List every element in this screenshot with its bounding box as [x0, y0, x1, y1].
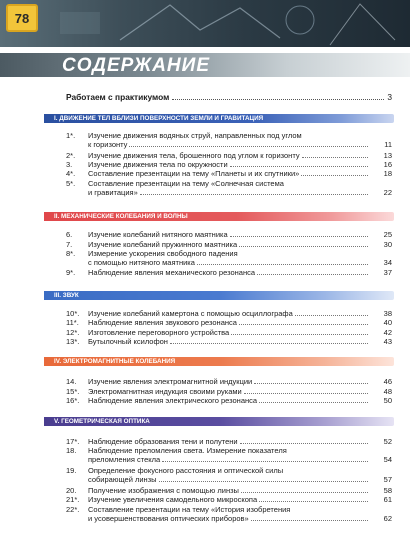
intro-text: Работаем с практикумом [66, 92, 170, 102]
toc-entry [66, 437, 392, 446]
entry-text: Составление презентации на тему «Планеты и их спутники» [88, 169, 300, 178]
entry-page: 18 [383, 169, 392, 178]
toc-entry [66, 179, 392, 197]
entry-number: 6. [66, 230, 73, 239]
entry-text: Наблюдение явления электрического резонанса [88, 396, 258, 405]
toc-entry [66, 318, 392, 327]
entry-number: 21*. [66, 495, 80, 504]
entry-page: 57 [383, 475, 392, 485]
entry-number: 20. [66, 486, 77, 495]
entry-page: 58 [383, 486, 392, 495]
entry-page: 40 [383, 318, 392, 327]
page-header [0, 0, 410, 47]
entry-text: преломления стекла [88, 455, 161, 465]
entry-text: и гравитация» [88, 188, 138, 198]
entry-text: Определение фокусного расстояния и оптической силы [88, 466, 284, 475]
page-title: СОДЕРЖАНИЕ [62, 55, 210, 76]
entry-text: Бутылочный ксилофон [88, 337, 168, 346]
entry-text: Электромагнитная индукция своими руками [88, 387, 242, 396]
page-number: 78 [6, 4, 38, 32]
entry-number: 13*. [66, 337, 80, 346]
entry-number: 19. [66, 466, 77, 475]
entry-text: Составление презентации на тему «История изобретения [88, 505, 291, 514]
entry-number: 11*. [66, 318, 79, 327]
entry-text: Изучение колебаний пружинного маятника [88, 240, 238, 249]
toc-entry [66, 396, 392, 405]
entry-page: 25 [383, 230, 392, 239]
entry-page: 62 [383, 514, 392, 524]
entry-text: с помощью нитяного маятника [88, 258, 195, 268]
entry-text: Составление презентации на тему «Солнечная система [88, 179, 284, 188]
entry-text: Получение изображения с помощью линзы [88, 486, 239, 495]
entry-number: 8*. [66, 249, 76, 258]
entry-number: 12*. [66, 328, 80, 337]
toc-entry [66, 446, 392, 464]
section-bar-2 [44, 212, 394, 221]
toc-entry [66, 466, 392, 484]
toc-entry [66, 505, 392, 523]
entry-page: 22 [383, 188, 392, 198]
toc-entry [66, 230, 392, 239]
entry-text: Изучение колебаний нитяного маятника [88, 230, 228, 239]
entry-page: 11 [384, 140, 392, 150]
entry-number: 16*. [66, 396, 80, 405]
entry-number: 2*. [66, 151, 76, 160]
section-title: IV. ЭЛЕКТРОМАГНИТНЫЕ КОЛЕБАНИЯ [54, 358, 176, 365]
entry-text: Изучение явления электромагнитной индукции [88, 377, 253, 386]
entry-text: Изучение движения тела по окружности [88, 160, 228, 169]
toc-entry [66, 377, 392, 386]
entry-page: 52 [383, 437, 392, 446]
section-bar-5 [44, 417, 394, 426]
toc-entry [66, 337, 392, 346]
entry-page: 37 [383, 268, 392, 277]
entry-text: Изучение движения тела, брошенного под углом к горизонту [88, 151, 300, 160]
toc-entry [66, 240, 392, 249]
entry-page: 38 [383, 309, 392, 318]
toc-entry [66, 328, 392, 337]
entry-number: 17*. [66, 437, 80, 446]
entry-text: Изучение движения водяных струй, направленных под углом [88, 131, 302, 140]
toc-entry [66, 387, 392, 396]
entry-page: 34 [383, 258, 392, 268]
entry-number: 22*. [66, 505, 80, 514]
entry-page: 42 [383, 328, 392, 337]
header-decoration [0, 0, 410, 47]
entry-number: 7. [66, 240, 73, 249]
entry-page: 13 [383, 151, 392, 160]
entry-number: 4*. [66, 169, 76, 178]
entry-number: 15*. [66, 387, 80, 396]
entry-text: Изучение увеличения самодельного микроскопа [88, 495, 258, 504]
entry-text: Измерение ускорения свободного падения [88, 249, 238, 258]
entry-number: 10*. [66, 309, 80, 318]
entry-text: Наблюдение явления звукового резонанса [88, 318, 237, 327]
toc-entry [66, 495, 392, 504]
section-bar-3 [44, 291, 394, 300]
entry-text: Изучение колебаний камертона с помощью осциллографа [88, 309, 293, 318]
toc-entry [66, 160, 392, 169]
entry-number: 14. [66, 377, 77, 386]
entry-page: 46 [383, 377, 392, 386]
entry-text: Изготовление переговорного устройства [88, 328, 230, 337]
toc-entry [66, 151, 392, 160]
section-title: III. ЗВУК [54, 292, 79, 299]
section-bar-4 [44, 357, 394, 366]
section-title: V. ГЕОМЕТРИЧЕСКАЯ ОПТИКА [54, 418, 150, 425]
entry-page: 30 [383, 240, 392, 249]
entry-page: 43 [383, 337, 392, 346]
toc-entry [66, 249, 392, 267]
toc-entry [66, 268, 392, 277]
section-title: II. МЕХАНИЧЕСКИЕ КОЛЕБАНИЯ И ВОЛНЫ [54, 213, 188, 220]
entry-text: и усовершенствования оптических приборов» [88, 514, 249, 524]
entry-text: собирающей линзы [88, 475, 157, 485]
entry-number: 5*. [66, 179, 76, 188]
section-title: I. ДВИЖЕНИЕ ТЕЛ ВБЛИЗИ ПОВЕРХНОСТИ ЗЕМЛИ И ГРАВИТАЦИЯ [54, 115, 264, 122]
entry-number: 9*. [66, 268, 76, 277]
entry-page: 54 [383, 455, 392, 465]
toc-entry [66, 131, 392, 149]
toc-entry [66, 486, 392, 495]
entry-page: 50 [383, 396, 392, 405]
toc-entry [66, 169, 392, 178]
entry-text: Наблюдение явления механического резонанса [88, 268, 256, 277]
intro-page: 3 [387, 92, 392, 102]
entry-number: 1*. [66, 131, 76, 140]
toc-entry [66, 309, 392, 318]
entry-page: 16 [383, 160, 392, 169]
section-bar-1 [44, 114, 394, 123]
leader-dots [172, 99, 384, 100]
entry-number: 3. [66, 160, 73, 169]
intro-entry [66, 92, 392, 102]
entry-number: 18. [66, 446, 77, 455]
entry-page: 61 [383, 495, 392, 504]
entry-page: 48 [383, 387, 392, 396]
entry-text: Наблюдение преломления света. Измерение показателя [88, 446, 287, 455]
entry-text: Наблюдение образования тени и полутени [88, 437, 238, 446]
entry-text: к горизонту [88, 140, 128, 150]
